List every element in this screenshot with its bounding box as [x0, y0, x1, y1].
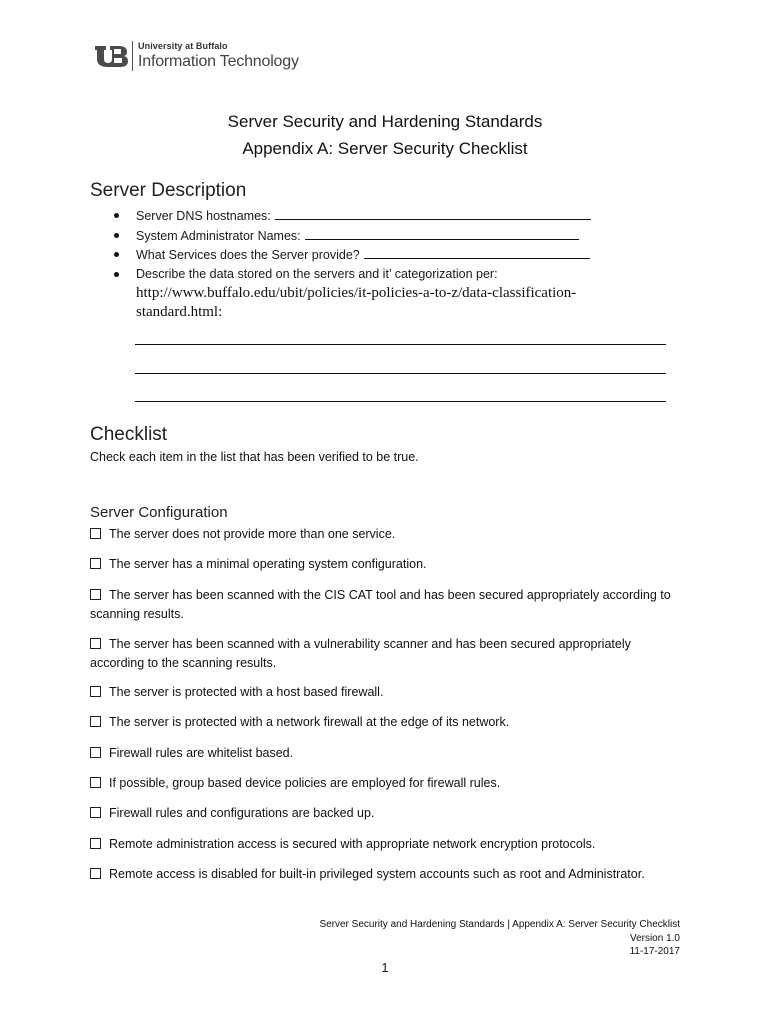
checklist-item[interactable]: Firewall rules are whitelist based.: [90, 744, 690, 763]
hostnames-field[interactable]: [275, 206, 591, 220]
bullet-text: System Administrator Names:: [136, 228, 301, 243]
checkbox[interactable]: [90, 528, 101, 539]
checkbox[interactable]: [90, 686, 101, 697]
list-item: [112, 265, 591, 285]
server-description-heading: Server Description: [90, 180, 247, 201]
department-name: Information Technology: [138, 53, 299, 70]
logo-divider: [132, 41, 133, 71]
bullet-text: What Services does the Server provide?: [136, 248, 360, 262]
server-configuration-heading: Server Configuration: [90, 504, 228, 521]
footer-doc-title: Server Security and Hardening Standards | Appendix A: Server Security Checklist: [319, 919, 680, 930]
bullet-icon: [114, 213, 119, 218]
page-number: 1: [381, 961, 389, 975]
footer-date: 11-17-2017: [629, 946, 680, 957]
bullet-icon: [114, 252, 119, 257]
footer-version: Version 1.0: [629, 932, 680, 944]
ub-logo-icon: [94, 43, 128, 69]
checkbox[interactable]: [90, 638, 101, 649]
checkbox[interactable]: [90, 868, 101, 879]
server-description-list: [112, 206, 591, 284]
data-description-line[interactable]: [135, 373, 666, 374]
data-description-line[interactable]: [135, 344, 666, 345]
bullet-icon: [114, 272, 119, 277]
document-title: Server Security and Hardening Standards: [227, 112, 543, 131]
list-item: [112, 245, 591, 265]
checklist-instructions: Check each item in the list that has been verified to be true.: [90, 450, 419, 464]
university-name: University at Buffalo: [138, 41, 228, 51]
admin-names-field[interactable]: [305, 226, 579, 240]
checklist-item[interactable]: The server is protected with a network firewall at the edge of its network.: [90, 713, 690, 732]
checklist-item[interactable]: Remote administration access is secured with appropriate network encryption protocols.: [90, 835, 690, 854]
checkbox[interactable]: [90, 777, 101, 788]
bullet-text: Describe the data stored on the servers and it’ categorization per:: [136, 266, 498, 281]
bullet-text: Server DNS hostnames:: [136, 209, 271, 223]
checkbox[interactable]: [90, 807, 101, 818]
checkbox[interactable]: [90, 747, 101, 758]
checklist-heading: Checklist: [90, 424, 168, 445]
services-field[interactable]: [364, 245, 590, 259]
link-text-line2[interactable]: standard.html:: [136, 304, 223, 320]
checklist-item[interactable]: Firewall rules and configurations are backed up.: [90, 804, 690, 823]
data-description-line[interactable]: [135, 401, 666, 402]
checklist-item[interactable]: The server does not provide more than one service.: [90, 525, 690, 544]
checkbox[interactable]: [90, 589, 101, 600]
document-subtitle: Appendix A: Server Security Checklist: [242, 139, 528, 158]
list-item: [112, 226, 591, 246]
checklist-item[interactable]: The server has been scanned with a vulnerability scanner and has been secured appropriately according to the scanning results.: [90, 637, 631, 670]
checkbox[interactable]: [90, 716, 101, 727]
checkbox[interactable]: [90, 838, 101, 849]
checklist-item[interactable]: Remote access is disabled for built-in privileged system accounts such as root and Administrator.: [90, 865, 690, 884]
data-classification-link[interactable]: [136, 284, 576, 322]
bullet-icon: [114, 233, 119, 238]
ub-it-logo: [94, 40, 299, 72]
checklist-item[interactable]: If possible, group based device policies are employed for firewall rules.: [90, 774, 690, 793]
page-footer: [319, 918, 680, 959]
checklist-item[interactable]: The server has been scanned with the CIS CAT tool and has been secured appropriately according to scanning results.: [90, 588, 671, 621]
checklist-item[interactable]: The server is protected with a host based firewall.: [90, 683, 690, 702]
link-text-line1[interactable]: http://www.buffalo.edu/ubit/policies/it-policies-a-to-z/data-classification-: [136, 285, 577, 301]
list-item: [112, 206, 591, 226]
checkbox[interactable]: [90, 558, 101, 569]
checklist-item[interactable]: The server has a minimal operating system configuration.: [90, 555, 690, 574]
